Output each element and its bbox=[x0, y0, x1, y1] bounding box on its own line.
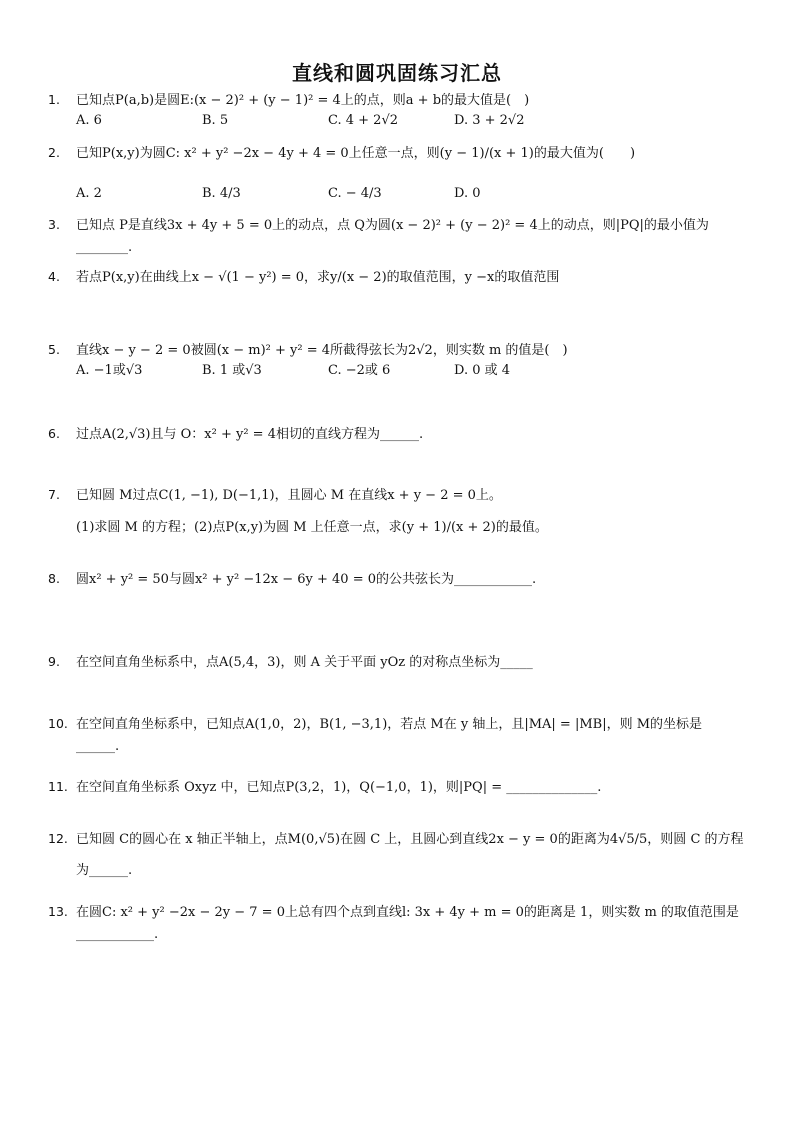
question-number: 3. bbox=[48, 217, 60, 232]
question-number: 13. bbox=[48, 904, 68, 919]
question-text-cont: ________. bbox=[76, 240, 133, 255]
question-text: 在圆C: x² + y² −2x − 2y − 7 = 0上总有四个点到直线l: 3x + 4y + m = 0的距离是 1，则实数 m 的取值范围是 bbox=[76, 905, 739, 920]
option-d: D. 3 + 2√2 bbox=[454, 113, 525, 128]
option-c: C. − 4/3 bbox=[328, 186, 382, 201]
question-text-cont: ______. bbox=[76, 739, 120, 754]
question-text: 已知P(x,y)为圆C: x² + y² −2x − 4y + 4 = 0上任意一点，则(y − 1)/(x + 1)的最大值为( ) bbox=[76, 146, 636, 161]
question-text: 已知点 P是直线3x + 4y + 5 = 0上的动点，点 Q为圆(x − 2)² + (y − 2)² = 4上的动点，则|PQ|的最小值为 bbox=[76, 218, 709, 233]
question-number: 10. bbox=[48, 716, 68, 731]
options-row bbox=[76, 185, 676, 203]
question-number: 6. bbox=[48, 426, 60, 441]
question-text-cont: (1)求圆 M 的方程；(2)点P(x,y)为圆 M 上任意一点，求(y + 1)/(x + 2)的最值。 bbox=[76, 520, 548, 535]
option-a: A. 6 bbox=[76, 113, 102, 128]
question-number: 5. bbox=[48, 342, 60, 357]
option-b: B. 1 或√3 bbox=[202, 363, 262, 378]
options-row bbox=[76, 112, 676, 130]
question-number: 9. bbox=[48, 654, 60, 669]
question-text: 若点P(x,y)在曲线上x − √(1 − y²) = 0，求y/(x − 2)的取值范围，y −x的取值范围 bbox=[76, 270, 560, 285]
question-text-cont: ____________. bbox=[76, 927, 159, 942]
question-text: 直线x − y − 2 = 0被圆(x − m)² + y² = 4所截得弦长为2√2，则实数 m 的值是( ) bbox=[76, 343, 568, 358]
question-text: 已知圆 M过点C(1, −1), D(−1,1)，且圆心 M 在直线x + y − 2 = 0上。 bbox=[76, 488, 502, 503]
question-number: 4. bbox=[48, 269, 60, 284]
option-c: C. −2或 6 bbox=[328, 363, 391, 378]
question-text: 在空间直角坐标系中，点A(5,4，3)，则 A 关于平面 yOz 的对称点坐标为_____ bbox=[76, 655, 533, 670]
question-text: 已知圆 C的圆心在 x 轴正半轴上，点M(0,√5)在圆 C 上，且圆心到直线2x − y = 0的距离为4√5/5，则圆 C 的方程 bbox=[76, 832, 744, 847]
option-d: D. 0 bbox=[454, 186, 481, 201]
page-title: 直线和圆巩固练习汇总 bbox=[292, 61, 502, 85]
option-a: A. −1或√3 bbox=[76, 363, 143, 378]
question-number: 7. bbox=[48, 487, 60, 502]
question-number: 12. bbox=[48, 831, 68, 846]
question-text: 已知点P(a,b)是圆E:(x − 2)² + (y − 1)² = 4上的点，则a + b的最大值是( ) bbox=[76, 93, 530, 108]
question-text: 在空间直角坐标系 Oxyz 中，已知点P(3,2，1)，Q(−1,0，1)，则|PQ| = ______________. bbox=[76, 780, 602, 795]
question-text: 在空间直角坐标系中，已知点A(1,0，2)，B(1, −3,1)，若点 M在 y 轴上，且|MA| = |MB|，则 M的坐标是 bbox=[76, 717, 703, 732]
option-b: B. 4/3 bbox=[202, 186, 241, 201]
question-text: 圆x² + y² = 50与圆x² + y² −12x − 6y + 40 = 0的公共弦长为____________. bbox=[76, 572, 537, 587]
question-text: 过点A(2,√3)且与 O：x² + y² = 4相切的直线方程为______. bbox=[76, 427, 424, 442]
question-text-cont: 为______. bbox=[76, 863, 133, 878]
option-a: A. 2 bbox=[76, 186, 102, 201]
question-number: 2. bbox=[48, 145, 60, 160]
option-b: B. 5 bbox=[202, 113, 229, 128]
question-number: 8. bbox=[48, 571, 60, 586]
question-number: 11. bbox=[48, 779, 68, 794]
options-row bbox=[76, 362, 676, 380]
question-number: 1. bbox=[48, 92, 60, 107]
option-c: C. 4 + 2√2 bbox=[328, 113, 399, 128]
option-d: D. 0 或 4 bbox=[454, 363, 511, 378]
